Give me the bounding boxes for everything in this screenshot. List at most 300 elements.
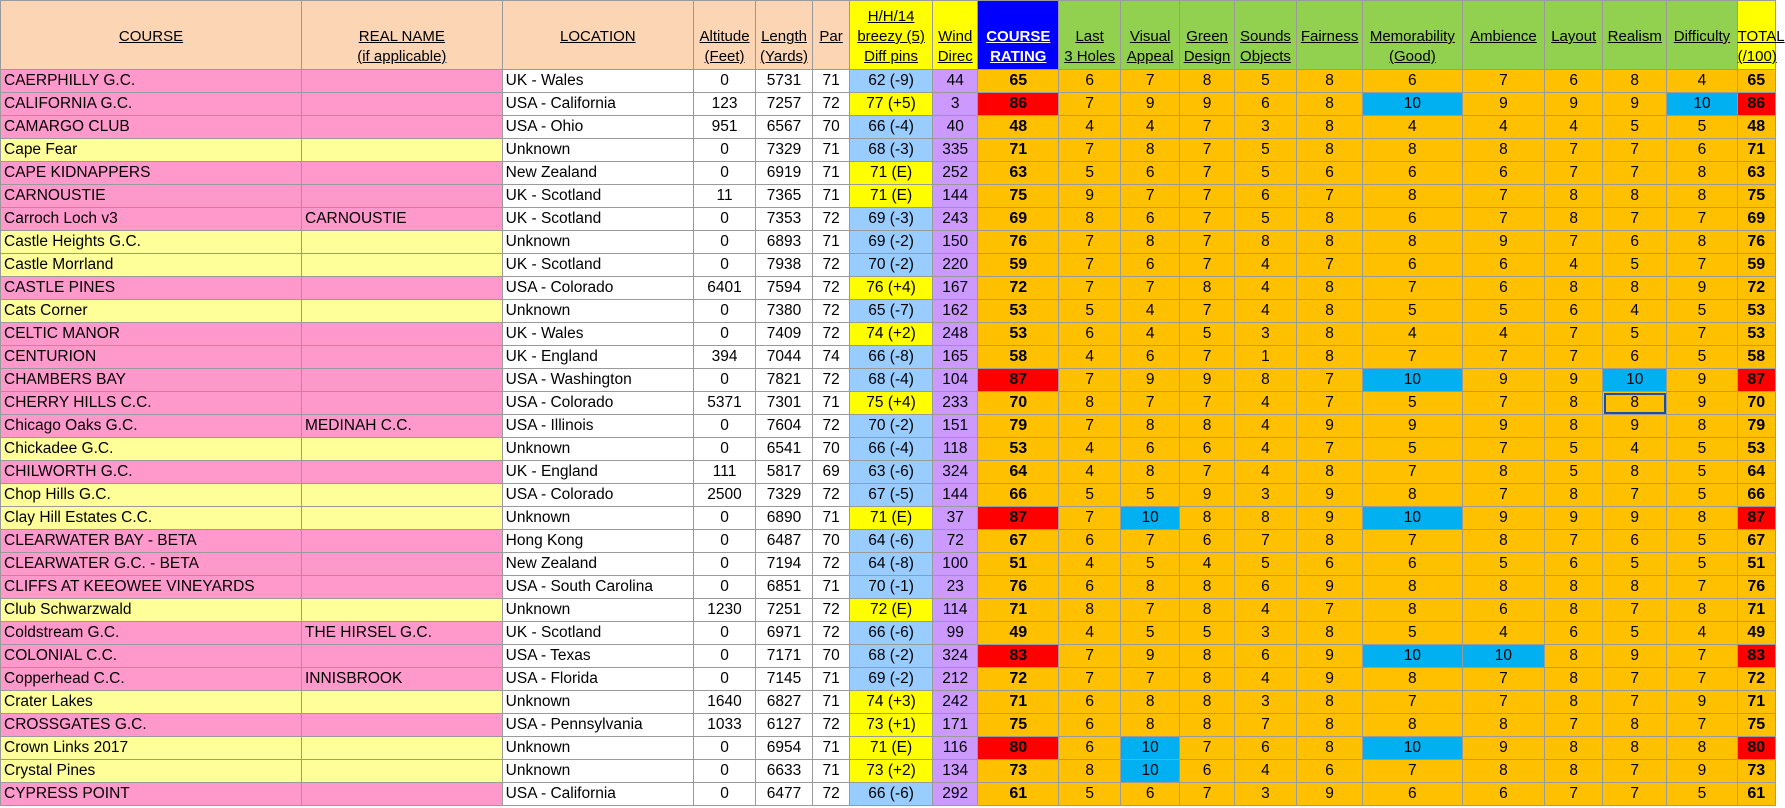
cell-fairness[interactable]: 8	[1297, 323, 1363, 346]
cell-realism[interactable]: 10	[1603, 369, 1667, 392]
cell-visual[interactable]: 9	[1121, 645, 1180, 668]
cell-length[interactable]: 7594	[756, 277, 813, 300]
cell-hh14[interactable]: 75 (+4)	[850, 392, 933, 415]
cell-total[interactable]: 79	[1737, 415, 1775, 438]
cell-course[interactable]: Carroch Loch v3	[1, 208, 302, 231]
cell-difficulty[interactable]: 7	[1667, 714, 1737, 737]
cell-realism[interactable]: 4	[1603, 438, 1667, 461]
column-header-difficulty[interactable]	[1667, 1, 1737, 70]
cell-fairness[interactable]: 9	[1297, 484, 1363, 507]
cell-last3[interactable]: 6	[1059, 70, 1121, 93]
cell-visual[interactable]: 7	[1121, 668, 1180, 691]
cell-location[interactable]: Unknown	[502, 599, 693, 622]
cell-altitude[interactable]: 394	[694, 346, 756, 369]
cell-length[interactable]: 7145	[756, 668, 813, 691]
cell-total[interactable]: 75	[1737, 714, 1775, 737]
cell-sounds[interactable]: 3	[1234, 323, 1296, 346]
cell-location[interactable]: USA - Illinois	[502, 415, 693, 438]
cell-location[interactable]: USA - Florida	[502, 668, 693, 691]
cell-wind[interactable]: 324	[932, 461, 978, 484]
cell-layout[interactable]: 9	[1545, 507, 1603, 530]
cell-fairness[interactable]: 9	[1297, 576, 1363, 599]
cell-fairness[interactable]: 8	[1297, 714, 1363, 737]
cell-altitude[interactable]: 1033	[694, 714, 756, 737]
cell-last3[interactable]: 8	[1059, 208, 1121, 231]
cell-altitude[interactable]: 0	[694, 737, 756, 760]
column-header-par[interactable]	[812, 1, 849, 70]
cell-fairness[interactable]: 8	[1297, 691, 1363, 714]
cell-memorability[interactable]: 10	[1363, 507, 1462, 530]
cell-altitude[interactable]: 0	[694, 231, 756, 254]
cell-hh14[interactable]: 74 (+2)	[850, 323, 933, 346]
cell-fairness[interactable]: 8	[1297, 300, 1363, 323]
cell-altitude[interactable]: 0	[694, 208, 756, 231]
column-header-green-design[interactable]	[1180, 1, 1235, 70]
cell-total[interactable]: 53	[1737, 300, 1775, 323]
cell-course-rating[interactable]: 87	[978, 369, 1059, 392]
cell-course[interactable]: CAERPHILLY G.C.	[1, 70, 302, 93]
cell-memorability[interactable]: 6	[1363, 783, 1462, 806]
cell-fairness[interactable]: 8	[1297, 277, 1363, 300]
cell-location[interactable]: UK - Scotland	[502, 208, 693, 231]
cell-wind[interactable]: 104	[932, 369, 978, 392]
cell-last3[interactable]: 7	[1059, 415, 1121, 438]
cell-total[interactable]: 53	[1737, 438, 1775, 461]
cell-difficulty[interactable]: 8	[1667, 231, 1737, 254]
cell-course-rating[interactable]: 87	[978, 507, 1059, 530]
column-header-hh14[interactable]	[850, 1, 933, 70]
cell-length[interactable]: 6827	[756, 691, 813, 714]
cell-length[interactable]: 7604	[756, 415, 813, 438]
cell-memorability[interactable]: 5	[1363, 300, 1462, 323]
cell-total[interactable]: 80	[1737, 737, 1775, 760]
cell-length[interactable]: 6487	[756, 530, 813, 553]
cell-par[interactable]: 71	[812, 691, 849, 714]
cell-wind[interactable]: 134	[932, 760, 978, 783]
cell-par[interactable]: 70	[812, 116, 849, 139]
cell-total[interactable]: 70	[1737, 392, 1775, 415]
cell-total[interactable]: 76	[1737, 576, 1775, 599]
cell-par[interactable]: 71	[812, 737, 849, 760]
cell-realism[interactable]: 8	[1603, 714, 1667, 737]
cell-course-rating[interactable]: 75	[978, 714, 1059, 737]
cell-course[interactable]: Club Schwarzwald	[1, 599, 302, 622]
cell-hh14[interactable]: 66 (-6)	[850, 622, 933, 645]
cell-course[interactable]: CAPE KIDNAPPERS	[1, 162, 302, 185]
cell-wind[interactable]: 72	[932, 530, 978, 553]
cell-visual[interactable]: 8	[1121, 714, 1180, 737]
cell-location[interactable]: USA - Ohio	[502, 116, 693, 139]
cell-visual[interactable]: 8	[1121, 139, 1180, 162]
cell-difficulty[interactable]: 5	[1667, 484, 1737, 507]
cell-difficulty[interactable]: 5	[1667, 530, 1737, 553]
cell-fairness[interactable]: 8	[1297, 461, 1363, 484]
column-header-visual[interactable]	[1121, 1, 1180, 70]
cell-sounds[interactable]: 3	[1234, 116, 1296, 139]
cell-total[interactable]: 64	[1737, 461, 1775, 484]
cell-location[interactable]: UK - England	[502, 461, 693, 484]
cell-hh14[interactable]: 70 (-2)	[850, 254, 933, 277]
cell-last3[interactable]: 4	[1059, 116, 1121, 139]
cell-fairness[interactable]: 7	[1297, 392, 1363, 415]
cell-layout[interactable]: 6	[1545, 553, 1603, 576]
cell-total[interactable]: 69	[1737, 208, 1775, 231]
cell-length[interactable]: 6633	[756, 760, 813, 783]
cell-course-rating[interactable]: 71	[978, 139, 1059, 162]
cell-altitude[interactable]: 0	[694, 139, 756, 162]
cell-green-design[interactable]: 8	[1180, 277, 1235, 300]
cell-wind[interactable]: 23	[932, 576, 978, 599]
cell-location[interactable]: New Zealand	[502, 162, 693, 185]
cell-visual[interactable]: 6	[1121, 162, 1180, 185]
cell-visual[interactable]: 8	[1121, 691, 1180, 714]
cell-memorability[interactable]: 10	[1363, 93, 1462, 116]
cell-last3[interactable]: 7	[1059, 93, 1121, 116]
column-header-altitude[interactable]	[694, 1, 756, 70]
cell-green-design[interactable]: 5	[1180, 622, 1235, 645]
cell-visual[interactable]: 10	[1121, 760, 1180, 783]
cell-last3[interactable]: 4	[1059, 622, 1121, 645]
cell-last3[interactable]: 7	[1059, 507, 1121, 530]
cell-sounds[interactable]: 4	[1234, 392, 1296, 415]
cell-wind[interactable]: 44	[932, 70, 978, 93]
cell-green-design[interactable]: 7	[1180, 461, 1235, 484]
cell-wind[interactable]: 233	[932, 392, 978, 415]
cell-wind[interactable]: 40	[932, 116, 978, 139]
cell-difficulty[interactable]: 7	[1667, 254, 1737, 277]
cell-sounds[interactable]: 5	[1234, 162, 1296, 185]
cell-altitude[interactable]: 951	[694, 116, 756, 139]
cell-wind[interactable]: 171	[932, 714, 978, 737]
cell-sounds[interactable]: 7	[1234, 530, 1296, 553]
cell-fairness[interactable]: 8	[1297, 139, 1363, 162]
cell-last3[interactable]: 7	[1059, 668, 1121, 691]
cell-altitude[interactable]: 2500	[694, 484, 756, 507]
cell-difficulty[interactable]: 9	[1667, 369, 1737, 392]
cell-ambience[interactable]: 7	[1462, 208, 1545, 231]
cell-course[interactable]: CARNOUSTIE	[1, 185, 302, 208]
cell-difficulty[interactable]: 8	[1667, 162, 1737, 185]
cell-total[interactable]: 87	[1737, 507, 1775, 530]
cell-green-design[interactable]: 8	[1180, 668, 1235, 691]
cell-wind[interactable]: 144	[932, 185, 978, 208]
cell-sounds[interactable]: 3	[1234, 484, 1296, 507]
cell-length[interactable]: 6971	[756, 622, 813, 645]
column-header-realism[interactable]	[1603, 1, 1667, 70]
cell-hh14[interactable]: 65 (-7)	[850, 300, 933, 323]
cell-location[interactable]: USA - Colorado	[502, 277, 693, 300]
cell-hh14[interactable]: 69 (-2)	[850, 231, 933, 254]
cell-par[interactable]: 72	[812, 208, 849, 231]
column-header-wind[interactable]	[932, 1, 978, 70]
cell-location[interactable]: UK - Scotland	[502, 185, 693, 208]
cell-last3[interactable]: 8	[1059, 392, 1121, 415]
column-header-course-rating[interactable]	[978, 1, 1059, 70]
cell-sounds[interactable]: 5	[1234, 208, 1296, 231]
cell-sounds[interactable]: 6	[1234, 93, 1296, 116]
cell-length[interactable]: 6477	[756, 783, 813, 806]
cell-par[interactable]: 71	[812, 576, 849, 599]
cell-realism[interactable]: 5	[1603, 622, 1667, 645]
cell-difficulty[interactable]: 7	[1667, 323, 1737, 346]
cell-length[interactable]: 6567	[756, 116, 813, 139]
cell-visual[interactable]: 8	[1121, 415, 1180, 438]
cell-real-name[interactable]	[302, 461, 503, 484]
cell-par[interactable]: 72	[812, 484, 849, 507]
column-header-memorability[interactable]	[1363, 1, 1462, 70]
cell-location[interactable]: Unknown	[502, 507, 693, 530]
cell-sounds[interactable]: 7	[1234, 714, 1296, 737]
cell-sounds[interactable]: 3	[1234, 622, 1296, 645]
cell-altitude[interactable]: 0	[694, 438, 756, 461]
cell-total[interactable]: 72	[1737, 277, 1775, 300]
cell-green-design[interactable]: 7	[1180, 392, 1235, 415]
cell-ambience[interactable]: 7	[1462, 392, 1545, 415]
cell-realism[interactable]: 4	[1603, 300, 1667, 323]
cell-green-design[interactable]: 7	[1180, 231, 1235, 254]
cell-layout[interactable]: 6	[1545, 300, 1603, 323]
cell-fairness[interactable]: 7	[1297, 254, 1363, 277]
cell-green-design[interactable]: 7	[1180, 300, 1235, 323]
cell-real-name[interactable]	[302, 553, 503, 576]
cell-location[interactable]: UK - England	[502, 346, 693, 369]
cell-layout[interactable]: 8	[1545, 392, 1603, 415]
column-header-ambience[interactable]	[1462, 1, 1545, 70]
cell-wind[interactable]: 162	[932, 300, 978, 323]
cell-layout[interactable]: 9	[1545, 369, 1603, 392]
cell-fairness[interactable]: 6	[1297, 162, 1363, 185]
cell-real-name[interactable]	[302, 162, 503, 185]
cell-memorability[interactable]: 6	[1363, 553, 1462, 576]
cell-sounds[interactable]: 5	[1234, 553, 1296, 576]
cell-green-design[interactable]: 7	[1180, 346, 1235, 369]
cell-par[interactable]: 72	[812, 714, 849, 737]
cell-ambience[interactable]: 7	[1462, 70, 1545, 93]
cell-ambience[interactable]: 7	[1462, 346, 1545, 369]
cell-layout[interactable]: 8	[1545, 668, 1603, 691]
cell-memorability[interactable]: 10	[1363, 645, 1462, 668]
cell-wind[interactable]: 243	[932, 208, 978, 231]
cell-fairness[interactable]: 8	[1297, 622, 1363, 645]
cell-course-rating[interactable]: 69	[978, 208, 1059, 231]
cell-sounds[interactable]: 4	[1234, 300, 1296, 323]
cell-length[interactable]: 6851	[756, 576, 813, 599]
cell-last3[interactable]: 7	[1059, 369, 1121, 392]
cell-wind[interactable]: 118	[932, 438, 978, 461]
cell-wind[interactable]: 150	[932, 231, 978, 254]
cell-altitude[interactable]: 0	[694, 645, 756, 668]
cell-hh14[interactable]: 72 (E)	[850, 599, 933, 622]
cell-length[interactable]: 6890	[756, 507, 813, 530]
cell-course[interactable]: Chickadee G.C.	[1, 438, 302, 461]
cell-sounds[interactable]: 4	[1234, 668, 1296, 691]
cell-course-rating[interactable]: 70	[978, 392, 1059, 415]
cell-memorability[interactable]: 6	[1363, 70, 1462, 93]
cell-green-design[interactable]: 8	[1180, 70, 1235, 93]
cell-hh14[interactable]: 76 (+4)	[850, 277, 933, 300]
cell-ambience[interactable]: 10	[1462, 645, 1545, 668]
cell-hh14[interactable]: 66 (-4)	[850, 438, 933, 461]
cell-difficulty[interactable]: 5	[1667, 300, 1737, 323]
cell-location[interactable]: Unknown	[502, 300, 693, 323]
cell-last3[interactable]: 4	[1059, 438, 1121, 461]
cell-location[interactable]: USA - California	[502, 93, 693, 116]
cell-location[interactable]: USA - South Carolina	[502, 576, 693, 599]
cell-ambience[interactable]: 5	[1462, 553, 1545, 576]
cell-real-name[interactable]	[302, 714, 503, 737]
cell-par[interactable]: 72	[812, 300, 849, 323]
cell-layout[interactable]: 7	[1545, 323, 1603, 346]
cell-altitude[interactable]: 0	[694, 70, 756, 93]
cell-total[interactable]: 71	[1737, 139, 1775, 162]
cell-last3[interactable]: 8	[1059, 760, 1121, 783]
cell-realism[interactable]: 7	[1603, 668, 1667, 691]
cell-difficulty[interactable]: 9	[1667, 277, 1737, 300]
cell-layout[interactable]: 6	[1545, 70, 1603, 93]
cell-layout[interactable]: 8	[1545, 599, 1603, 622]
cell-par[interactable]: 71	[812, 760, 849, 783]
cell-course-rating[interactable]: 76	[978, 231, 1059, 254]
cell-realism[interactable]: 8	[1603, 392, 1667, 415]
cell-realism[interactable]: 7	[1603, 162, 1667, 185]
column-header-fairness[interactable]	[1297, 1, 1363, 70]
cell-length[interactable]: 7194	[756, 553, 813, 576]
cell-ambience[interactable]: 5	[1462, 300, 1545, 323]
cell-visual[interactable]: 7	[1121, 277, 1180, 300]
cell-layout[interactable]: 5	[1545, 438, 1603, 461]
cell-green-design[interactable]: 6	[1180, 530, 1235, 553]
cell-realism[interactable]: 9	[1603, 93, 1667, 116]
cell-fairness[interactable]: 6	[1297, 760, 1363, 783]
cell-fairness[interactable]: 9	[1297, 783, 1363, 806]
cell-location[interactable]: UK - Wales	[502, 70, 693, 93]
cell-location[interactable]: USA - Pennsylvania	[502, 714, 693, 737]
cell-ambience[interactable]: 8	[1462, 139, 1545, 162]
cell-real-name[interactable]	[302, 576, 503, 599]
cell-wind[interactable]: 37	[932, 507, 978, 530]
cell-altitude[interactable]: 0	[694, 369, 756, 392]
cell-total[interactable]: 49	[1737, 622, 1775, 645]
cell-hh14[interactable]: 70 (-1)	[850, 576, 933, 599]
cell-last3[interactable]: 7	[1059, 231, 1121, 254]
cell-difficulty[interactable]: 8	[1667, 185, 1737, 208]
cell-realism[interactable]: 5	[1603, 254, 1667, 277]
cell-length[interactable]: 7938	[756, 254, 813, 277]
cell-hh14[interactable]: 64 (-6)	[850, 530, 933, 553]
cell-last3[interactable]: 7	[1059, 139, 1121, 162]
cell-real-name[interactable]: THE HIRSEL G.C.	[302, 622, 503, 645]
cell-fairness[interactable]: 8	[1297, 346, 1363, 369]
cell-location[interactable]: UK - Scotland	[502, 254, 693, 277]
cell-wind[interactable]: 292	[932, 783, 978, 806]
cell-course[interactable]: Chicago Oaks G.C.	[1, 415, 302, 438]
cell-green-design[interactable]: 9	[1180, 93, 1235, 116]
cell-course[interactable]: Cape Fear	[1, 139, 302, 162]
cell-location[interactable]: Unknown	[502, 737, 693, 760]
column-header-sounds[interactable]	[1234, 1, 1296, 70]
cell-location[interactable]: Unknown	[502, 438, 693, 461]
cell-layout[interactable]: 8	[1545, 484, 1603, 507]
cell-par[interactable]: 72	[812, 622, 849, 645]
cell-par[interactable]: 71	[812, 70, 849, 93]
cell-course[interactable]: CHILWORTH G.C.	[1, 461, 302, 484]
cell-par[interactable]: 71	[812, 392, 849, 415]
cell-length[interactable]: 7329	[756, 484, 813, 507]
cell-realism[interactable]: 7	[1603, 599, 1667, 622]
cell-total[interactable]: 48	[1737, 116, 1775, 139]
cell-course-rating[interactable]: 75	[978, 185, 1059, 208]
cell-visual[interactable]: 6	[1121, 783, 1180, 806]
cell-sounds[interactable]: 4	[1234, 461, 1296, 484]
cell-fairness[interactable]: 9	[1297, 415, 1363, 438]
cell-sounds[interactable]: 5	[1234, 139, 1296, 162]
cell-visual[interactable]: 9	[1121, 93, 1180, 116]
cell-total[interactable]: 72	[1737, 668, 1775, 691]
cell-real-name[interactable]	[302, 760, 503, 783]
cell-total[interactable]: 63	[1737, 162, 1775, 185]
cell-layout[interactable]: 8	[1545, 415, 1603, 438]
cell-altitude[interactable]: 111	[694, 461, 756, 484]
cell-green-design[interactable]: 7	[1180, 783, 1235, 806]
cell-difficulty[interactable]: 8	[1667, 415, 1737, 438]
cell-fairness[interactable]: 9	[1297, 668, 1363, 691]
cell-course-rating[interactable]: 79	[978, 415, 1059, 438]
cell-realism[interactable]: 5	[1603, 323, 1667, 346]
cell-memorability[interactable]: 5	[1363, 622, 1462, 645]
cell-par[interactable]: 70	[812, 645, 849, 668]
cell-course[interactable]: Coldstream G.C.	[1, 622, 302, 645]
cell-location[interactable]: UK - Wales	[502, 323, 693, 346]
cell-sounds[interactable]: 6	[1234, 737, 1296, 760]
cell-green-design[interactable]: 7	[1180, 737, 1235, 760]
cell-layout[interactable]: 7	[1545, 530, 1603, 553]
cell-visual[interactable]: 8	[1121, 231, 1180, 254]
cell-wind[interactable]: 151	[932, 415, 978, 438]
cell-wind[interactable]: 3	[932, 93, 978, 116]
cell-difficulty[interactable]: 5	[1667, 438, 1737, 461]
cell-altitude[interactable]: 0	[694, 530, 756, 553]
cell-layout[interactable]: 6	[1545, 622, 1603, 645]
cell-course-rating[interactable]: 72	[978, 277, 1059, 300]
cell-memorability[interactable]: 7	[1363, 346, 1462, 369]
cell-location[interactable]: UK - Scotland	[502, 622, 693, 645]
cell-ambience[interactable]: 7	[1462, 484, 1545, 507]
cell-sounds[interactable]: 6	[1234, 185, 1296, 208]
cell-difficulty[interactable]: 9	[1667, 392, 1737, 415]
cell-memorability[interactable]: 10	[1363, 737, 1462, 760]
cell-course-rating[interactable]: 49	[978, 622, 1059, 645]
cell-fairness[interactable]: 8	[1297, 231, 1363, 254]
cell-par[interactable]: 72	[812, 783, 849, 806]
column-header-total[interactable]	[1737, 1, 1785, 70]
cell-fairness[interactable]: 9	[1297, 507, 1363, 530]
cell-length[interactable]: 7821	[756, 369, 813, 392]
cell-difficulty[interactable]: 7	[1667, 668, 1737, 691]
cell-altitude[interactable]: 0	[694, 162, 756, 185]
cell-total[interactable]: 51	[1737, 553, 1775, 576]
cell-visual[interactable]: 5	[1121, 484, 1180, 507]
cell-real-name[interactable]	[302, 737, 503, 760]
cell-real-name[interactable]: MEDINAH C.C.	[302, 415, 503, 438]
cell-visual[interactable]: 6	[1121, 254, 1180, 277]
cell-hh14[interactable]: 74 (+3)	[850, 691, 933, 714]
cell-length[interactable]: 7301	[756, 392, 813, 415]
cell-green-design[interactable]: 7	[1180, 139, 1235, 162]
cell-difficulty[interactable]: 6	[1667, 139, 1737, 162]
cell-course[interactable]: CHERRY HILLS C.C.	[1, 392, 302, 415]
cell-difficulty[interactable]: 9	[1667, 691, 1737, 714]
cell-length[interactable]: 6919	[756, 162, 813, 185]
